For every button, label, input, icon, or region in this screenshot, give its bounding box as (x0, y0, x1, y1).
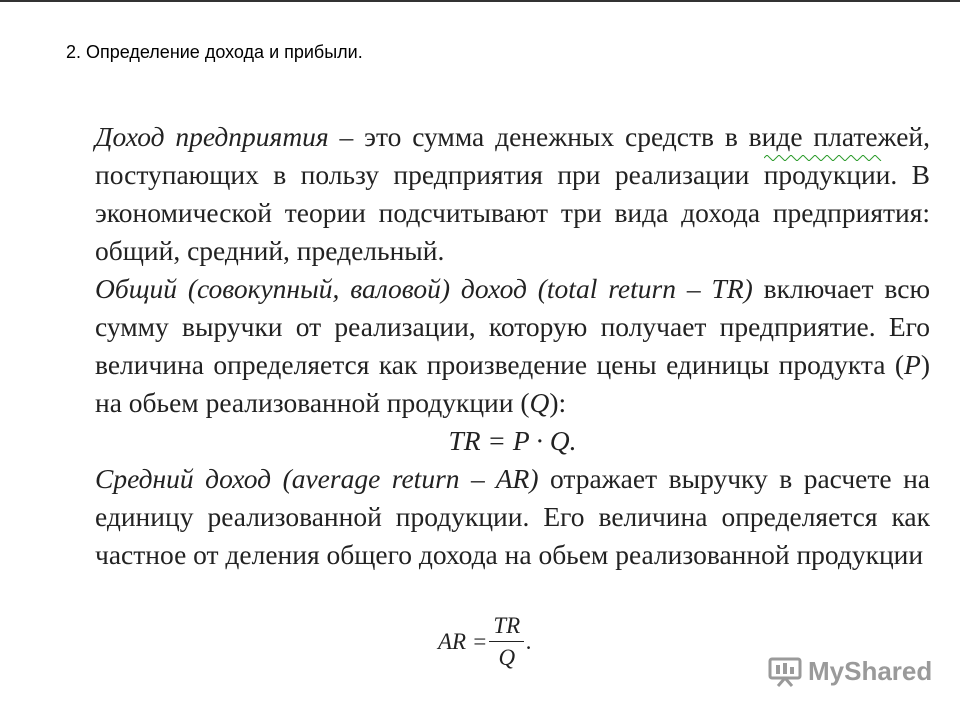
formula-total-return: TR = P · Q. (448, 425, 577, 456)
fraction-denominator: Q (498, 645, 516, 670)
formula-average-return (438, 612, 532, 672)
document-body (95, 118, 930, 574)
term-total-return: Общий (совокупный, валовой) доход (total return – TR) (95, 273, 753, 304)
formula-lhs: AR = (438, 629, 488, 654)
symbol-q: Q (529, 387, 550, 418)
presentation-board-icon (768, 657, 802, 687)
paragraph-text: ) на обьем реализованной продукции ( (95, 349, 930, 418)
term-enterprise-income: Доход предприятия (95, 121, 329, 152)
paragraph-text: включает всю сумму выручки от реализации, которую получает предприятие. Его величина определяется как произведение цены единицы продукта ( (95, 273, 930, 380)
term-average-return: Средний доход (average return – AR) (95, 463, 539, 494)
formula-end: . (526, 629, 532, 654)
slide-title: 2. Определение дохода и прибыли. (66, 42, 363, 62)
fraction (489, 612, 524, 672)
watermark-logo (768, 656, 932, 687)
paragraph-total-return (95, 270, 930, 422)
spellcheck-underline (764, 155, 882, 161)
top-border (0, 0, 960, 2)
paragraph-text: – это сумма денежных средств в виде платежей, поступающих в пользу предприятия при реализации продукции. В экономической теории подсчитывают три вида дохода предприятия: общий, средний, предельный. (95, 121, 930, 266)
paragraph-income-definition (95, 118, 930, 270)
symbol-p: P (904, 349, 921, 380)
paragraph-text: отражает выручку в расчете на единицу реализованной продукции. Его величина определяется как частное от деления общего дохода на обьем реализованной продукции (95, 463, 930, 570)
fraction-numerator: TR (489, 612, 524, 642)
paragraph-average-return (95, 460, 930, 574)
paragraph-text: ): (549, 387, 567, 418)
watermark-text: MyShared (808, 656, 933, 686)
